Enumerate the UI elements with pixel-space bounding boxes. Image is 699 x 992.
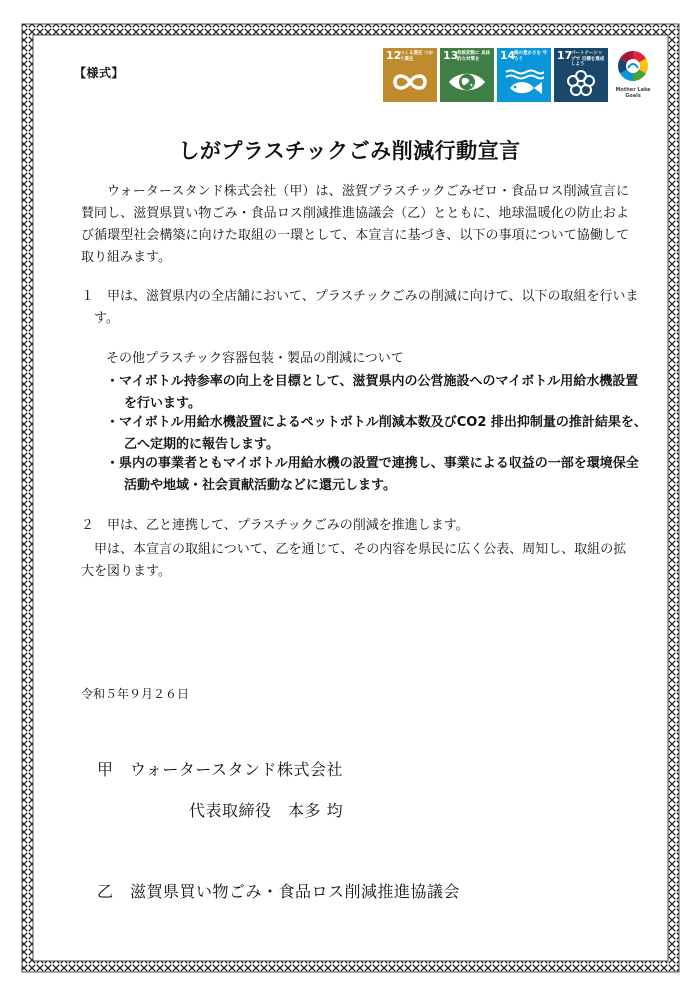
party-a-name: 甲 ウォータースタンド株式会社 <box>97 760 344 779</box>
mother-lake-goals-icon <box>617 50 649 82</box>
fish-icon <box>504 68 544 96</box>
bullet-item: ・マイボトル持参率の向上を目標として、滋賀県内の公営施設へのマイボトル用給水機設置を行います。 <box>106 374 639 411</box>
item-2: ２ 甲は、乙と連携して、プラスチックごみの削減を推進します。 <box>81 518 469 533</box>
sdg-badge-12 <box>383 48 437 102</box>
mother-lake-goals-logo <box>612 50 654 104</box>
sub-heading: その他プラスチック容器包装・製品の削減について <box>106 351 404 366</box>
sdg-caption: 海の豊かさを 守ろう <box>514 51 548 62</box>
item-1: １ 甲は、滋賀県内の全店舗において、プラスチックごみの削減に向けて、以下の取組を行います。 <box>81 289 639 326</box>
mother-lake-goals-label: Mother Lake Goals <box>615 87 651 99</box>
sdg-caption: パートナーシップで 目標を達成しよう <box>571 51 605 67</box>
sdg-badge-17 <box>554 48 608 102</box>
sdg-caption: 気候変動に 具体的な対策を <box>457 51 491 62</box>
sdg-badge-13 <box>440 48 494 102</box>
sdg-number: 14 <box>500 49 516 62</box>
sdg-number: 17 <box>557 49 573 62</box>
declaration-date: 令和５年９月２６日 <box>81 687 190 701</box>
sdg-caption: つくる責任 つかう責任 <box>400 51 434 62</box>
party-a-representative: 代表取締役 本多 均 <box>189 801 344 820</box>
sdg-number: 12 <box>386 49 402 62</box>
form-tag: 【様式】 <box>74 66 125 80</box>
bullet-item: ・マイボトル用給水機設置によるペットボトル削減本数及びCO2 排出抑制量の推計結果を、乙へ定期的に報告します。 <box>106 415 647 452</box>
bullet-item: ・県内の事業者ともマイボトル用給水機の設置で連携し、事業による収益の一部を環境保全活動や地域・社会貢献活動などに還元します。 <box>106 456 639 493</box>
intro-paragraph: ウォータースタンド株式会社（甲）は、滋賀プラスチックごみゼロ・食品ロス削減宣言に賛同し、滋賀県買い物ごみ・食品ロス削減推進協議会（乙）とともに、地球温暖化の防止および循環型社会構築に向けた取組の一環として、本宣言に基づき、以下の事項について協働して取り組みます。 <box>81 184 629 265</box>
eye-globe-icon <box>447 68 487 96</box>
sdg-badges <box>383 48 608 102</box>
sdg-number: 13 <box>443 49 459 62</box>
infinity-icon <box>390 68 430 96</box>
document-title: しがプラスチックごみ削減行動宣言 <box>178 139 521 163</box>
sdg-badge-14 <box>497 48 551 102</box>
flower-ring-icon <box>561 68 601 96</box>
item-2-detail: 甲は、本宣言の取組について、乙を通じて、その内容を県民に広く公表、周知し、取組の拡大を図ります。 <box>81 542 627 579</box>
party-b-name: 乙 滋賀県買い物ごみ・食品ロス削減推進協議会 <box>97 882 461 901</box>
